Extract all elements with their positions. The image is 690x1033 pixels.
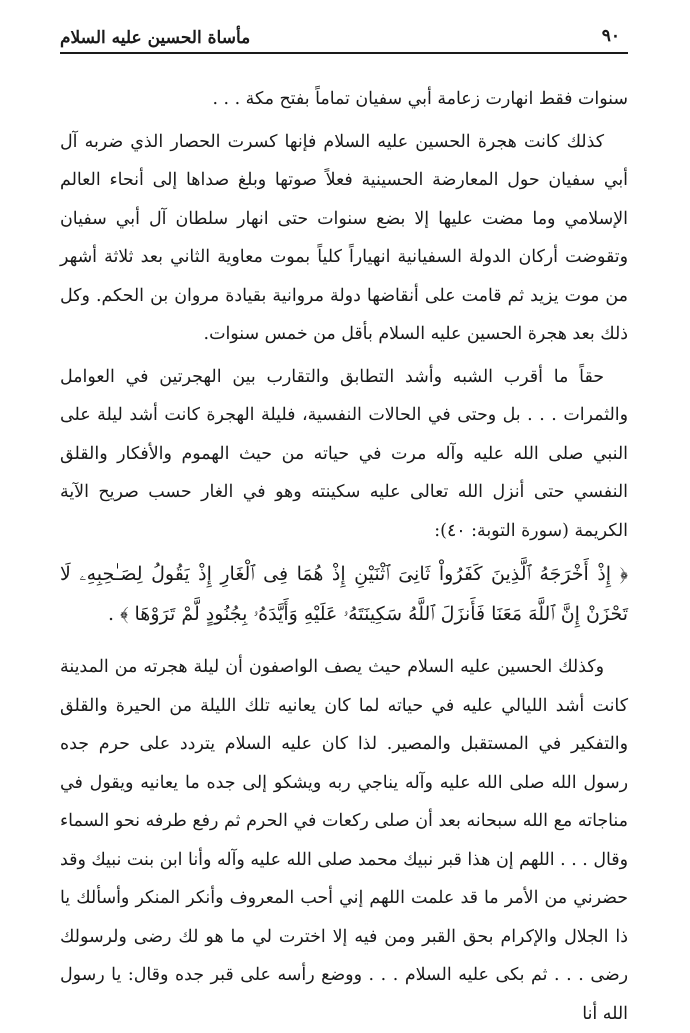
running-title: مأساة الحسين عليه السلام [60, 28, 251, 48]
page-body [60, 80, 628, 1033]
quran-verse: ﴿ إِذْ أَخْرَجَهُ ٱلَّذِينَ كَفَرُواْ ثَانِىَ ٱثْنَيْنِ إِذْ هُمَا فِى ٱلْغَارِ إِذْ يَقُولُ لِصَـٰحِبِهِۦ لَا تَحْزَنْ إِنَّ ٱللَّهَ مَعَنَا فَأَنزَلَ ٱللَّهُ سَكِينَتَهُۥ عَلَيْهِ وَأَيَّدَهُۥ بِجُنُودٍ لَّمْ تَرَوْهَا ﴾ . [60, 563, 628, 625]
page-number: ٩٠ [601, 26, 620, 46]
paragraph-similarity: حقاً ما أقرب الشبه وأشد التطابق والتقارب بين الهجرتين في العوامل والثمرات . . . بل وحتى في الحالات النفسية، فليلة الهجرة كانت أشد ليلة على النبي صلى الله عليه وآله مرت في حياته من حيث الهموم والأفكار والقلق النفسي حتى أنزل الله تعالى عليه سكينته وهو في الغار حسب صريح الآية الكريمة (سورة التوبة: ٤٠): [60, 366, 628, 541]
paragraph-hijra-comparison: كذلك كانت هجرة الحسين عليه السلام فإنها كسرت الحصار الذي ضربه آل أبي سفيان حول المعارضة الحسينية فعلاً صوتها وبلغ صداها إلى أنحاء العالم الإسلامي وما مضت عليها إلا بضع سنوات حتى انهار سلطان آل أبي سفيان وتقوضت أركان الدولة السفيانية انهياراً كلياً بموت معاوية الثاني بعد ثلاثة أشهر من موت يزيد ثم قامت على أنقاضها دولة مروانية بقيادة مروان بن الحكم. وكل ذلك بعد هجرة الحسين عليه السلام بأقل من خمس سنوات. [60, 131, 628, 344]
page-header [60, 20, 628, 54]
paragraph-continuation: سنوات فقط انهارت زعامة أبي سفيان تماماً بفتح مكة . . . [212, 89, 628, 109]
paragraph-hussain-night: وكذلك الحسين عليه السلام حيث يصف الواصفون أن ليلة هجرته من المدينة كانت أشد الليالي عليه في حياته لما كان يعانيه تلك الليلة من الحيرة والقلق والتفكير في المستقبل والمصير. لذا كان عليه السلام يتردد على حرم جده رسول الله صلى الله عليه وآله يناجي ربه ويشكو إلى جده ما يعانيه ويقول في مناجاته مع الله سبحانه بعد أن صلى ركعات في الحرم ثم رفع طرفه نحو السماء وقال . . . اللهم إن هذا قبر نبيك محمد صلى الله عليه وآله وأنا ابن بنت نبيك وقد حضرني من الأمر ما قد علمت اللهم إني أحب المعروف وأنكر المنكر وأسألك يا ذا الجلال والإكرام بحق القبر ومن فيه إلا اخترت لي ما هو لك رضى ولرسولك رضى . . . ثم بكى عليه السلام . . . ووضع رأسه على قبر جده وقال: يا رسول الله أنا [60, 657, 628, 1024]
